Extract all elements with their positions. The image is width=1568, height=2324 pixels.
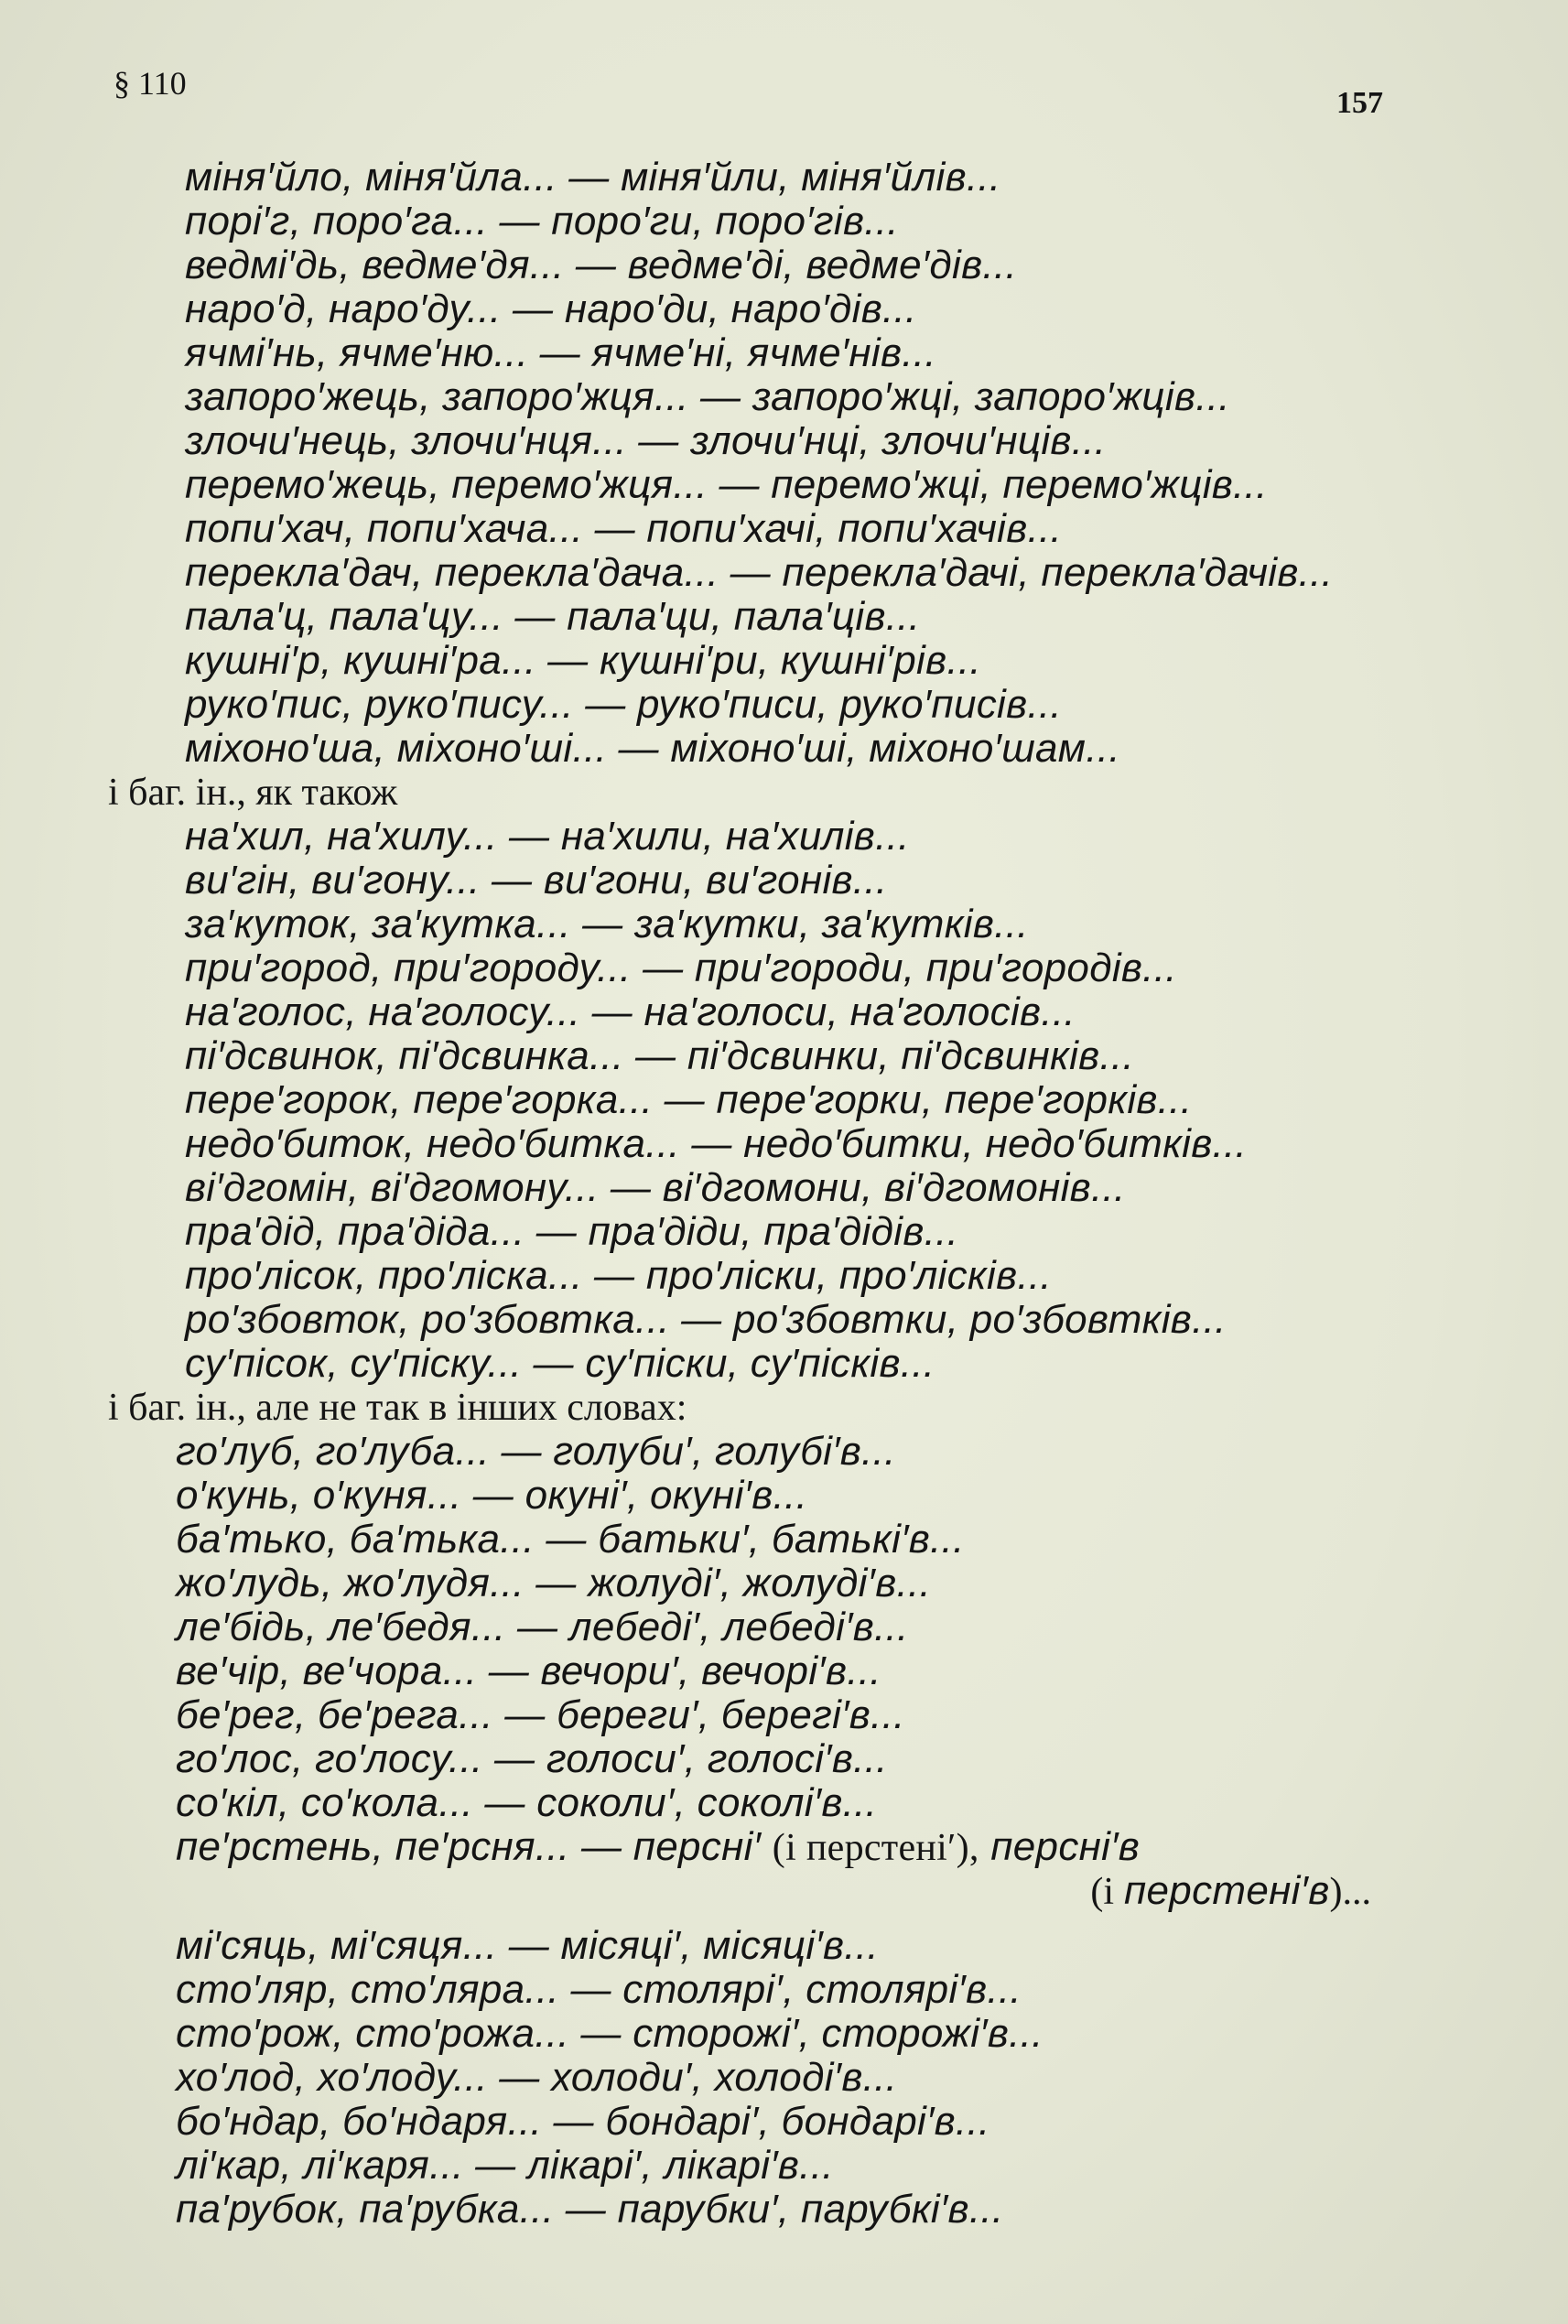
word-entry: перекла′дач, перекла′дача... — перекла′дачі, перекла′дачів...: [185, 550, 1334, 595]
word-entry: пере′горок, пере′горка... — пере′горки, пере′горків...: [185, 1077, 1193, 1122]
word-entry: су′пісок, су′піску... — су′піски, су′пісків...: [185, 1341, 935, 1386]
word-entry: сто′ляр, сто′ляра... — столярі′, столярі′в...: [176, 1967, 1022, 2012]
word-entry: запоро′жець, запоро′жця... — запоро′жці, запоро′жців...: [185, 374, 1230, 419]
page-body: [108, 156, 1463, 2232]
page-number: 157: [1336, 86, 1383, 120]
word-list-group-1: [108, 156, 1463, 771]
word-list-group-3: [108, 1430, 1463, 1913]
word-entry: мі′сяць, мі′сяця... — місяці′, місяці′в...: [176, 1923, 879, 1968]
word-entry: го′луб, го′луба... — голуби′, голубі′в...: [176, 1429, 896, 1474]
word-entry: руко′пис, руко′пису... — руко′писи, руко′писів...: [185, 682, 1062, 727]
word-entry: жо′лудь, жо′лудя... — жолуді′, жолуді′в...: [176, 1561, 932, 1605]
word-entry: перемо′жець, перемо′жця... — перемо′жці, перемо′жців...: [185, 462, 1268, 507]
word-entry: ле′бідь, ле′бедя... — лебеді′, лебеді′в...: [176, 1605, 909, 1649]
persten-tail: персні′в: [990, 1824, 1141, 1869]
word-entry: со′кіл, со′кола... — соколи′, соколі′в...: [176, 1780, 878, 1825]
word-entry: на′хил, на′хилу... — на′хили, на′хилів...: [185, 814, 910, 859]
connector-text: і баг. ін., як також: [108, 772, 398, 814]
word-entry: міхоно′ша, міхоно′ші... — міхоно′ші, міхоно′шам...: [185, 726, 1120, 771]
word-entry: кушні′р, кушні′ра... — кушні′ри, кушні′рів...: [185, 638, 981, 683]
word-entry: пра′дід, пра′діда... — пра′діди, пра′дідів...: [185, 1209, 959, 1254]
word-entry: про′лісок, про′ліска... — про′ліски, про′лісків...: [185, 1253, 1052, 1298]
paren-open: (і: [1090, 1871, 1115, 1913]
word-entry: ве′чір, ве′чора... — вечори′, вечорі′в...: [176, 1648, 881, 1693]
word-entry: порі′г, поро′га... — поро′ги, поро′гів...: [185, 199, 899, 243]
word-entry: за′куток, за′кутка... — за′кутки, за′кутків...: [185, 902, 1029, 946]
persten-main: пе′рстень, пе′рсня... — персні′: [176, 1824, 762, 1869]
paren-close: )...: [1329, 1871, 1371, 1913]
word-entry: міня′йло, міня′йла... — міня′йли, міня′йлів...: [185, 155, 1001, 200]
connector-text: і баг. ін., але не так в інших словах:: [108, 1387, 687, 1429]
word-entry: ячмі′нь, ячме′ню... — ячме′ні, ячме′нів...: [185, 330, 936, 375]
word-entry-persten: [108, 1825, 1463, 1869]
word-entry: сто′рож, сто′рожа... — сторожі′, сторожі′в...: [176, 2011, 1044, 2056]
word-entry-continuation: [108, 1869, 1463, 1913]
word-entry: ві′дгомін, ві′дгомону... — ві′дгомони, ві′дгомонів...: [185, 1165, 1126, 1210]
word-entry: бе′рег, бе′рега... — береги′, берегі′в...: [176, 1692, 905, 1737]
persten-plural-alt: перстені′в: [1124, 1868, 1330, 1913]
word-entry: недо′биток, недо′битка... — недо′битки, недо′битків...: [185, 1121, 1248, 1166]
persten-paren: (і перстені′),: [772, 1827, 979, 1869]
word-entry: на′голос, на′голосу... — на′голоси, на′голосів...: [185, 989, 1076, 1034]
word-entry: наро′д, наро′ду... — наро′ди, наро′дів...: [185, 286, 917, 331]
word-entry: па′рубок, па′рубка... — парубки′, парубкі′в...: [176, 2187, 1004, 2232]
word-entry: бо′ндар, бо′ндаря... — бондарі′, бондарі′в...: [176, 2099, 990, 2144]
word-entry: попи′хач, попи′хача... — попи′хачі, попи′хачів...: [185, 506, 1063, 551]
word-entry: при′город, при′городу... — при′городи, при′городів...: [185, 946, 1177, 990]
word-entry: злочи′нець, злочи′нця... — злочи′нці, злочи′нців...: [185, 418, 1107, 463]
word-entry: ведмі′дь, ведме′дя... — ведме′ді, ведме′дів...: [185, 243, 1017, 287]
word-entry: лі′кар, лі′каря... — лікарі′, лікарі′в...: [176, 2143, 834, 2188]
word-list-group-2: [108, 815, 1463, 1386]
word-list-group-4: [108, 1924, 1463, 2232]
word-entry: хо′лод, хо′лоду... — холоди′, холоді′в...: [176, 2055, 898, 2100]
word-entry: ба′тько, ба′тька... — батьки′, батькі′в...: [176, 1517, 965, 1562]
word-entry: пала′ц, пала′цу... — пала′ци, пала′ців...: [185, 594, 921, 639]
word-entry: ро′збовток, ро′збовтка... — ро′збовтки, ро′збовтків...: [185, 1297, 1227, 1342]
word-entry: го′лос, го′лосу... — голоси′, голосі′в...: [176, 1736, 888, 1781]
word-entry: о′кунь, о′куня... — окуні′, окуні′в...: [176, 1473, 808, 1518]
section-number: § 110: [114, 65, 187, 102]
word-entry: пі′дсвинок, пі′дсвинка... — пі′дсвинки, пі′дсвинків...: [185, 1033, 1134, 1078]
word-entry: ви′гін, ви′гону... — ви′гони, ви′гонів...: [185, 858, 888, 903]
